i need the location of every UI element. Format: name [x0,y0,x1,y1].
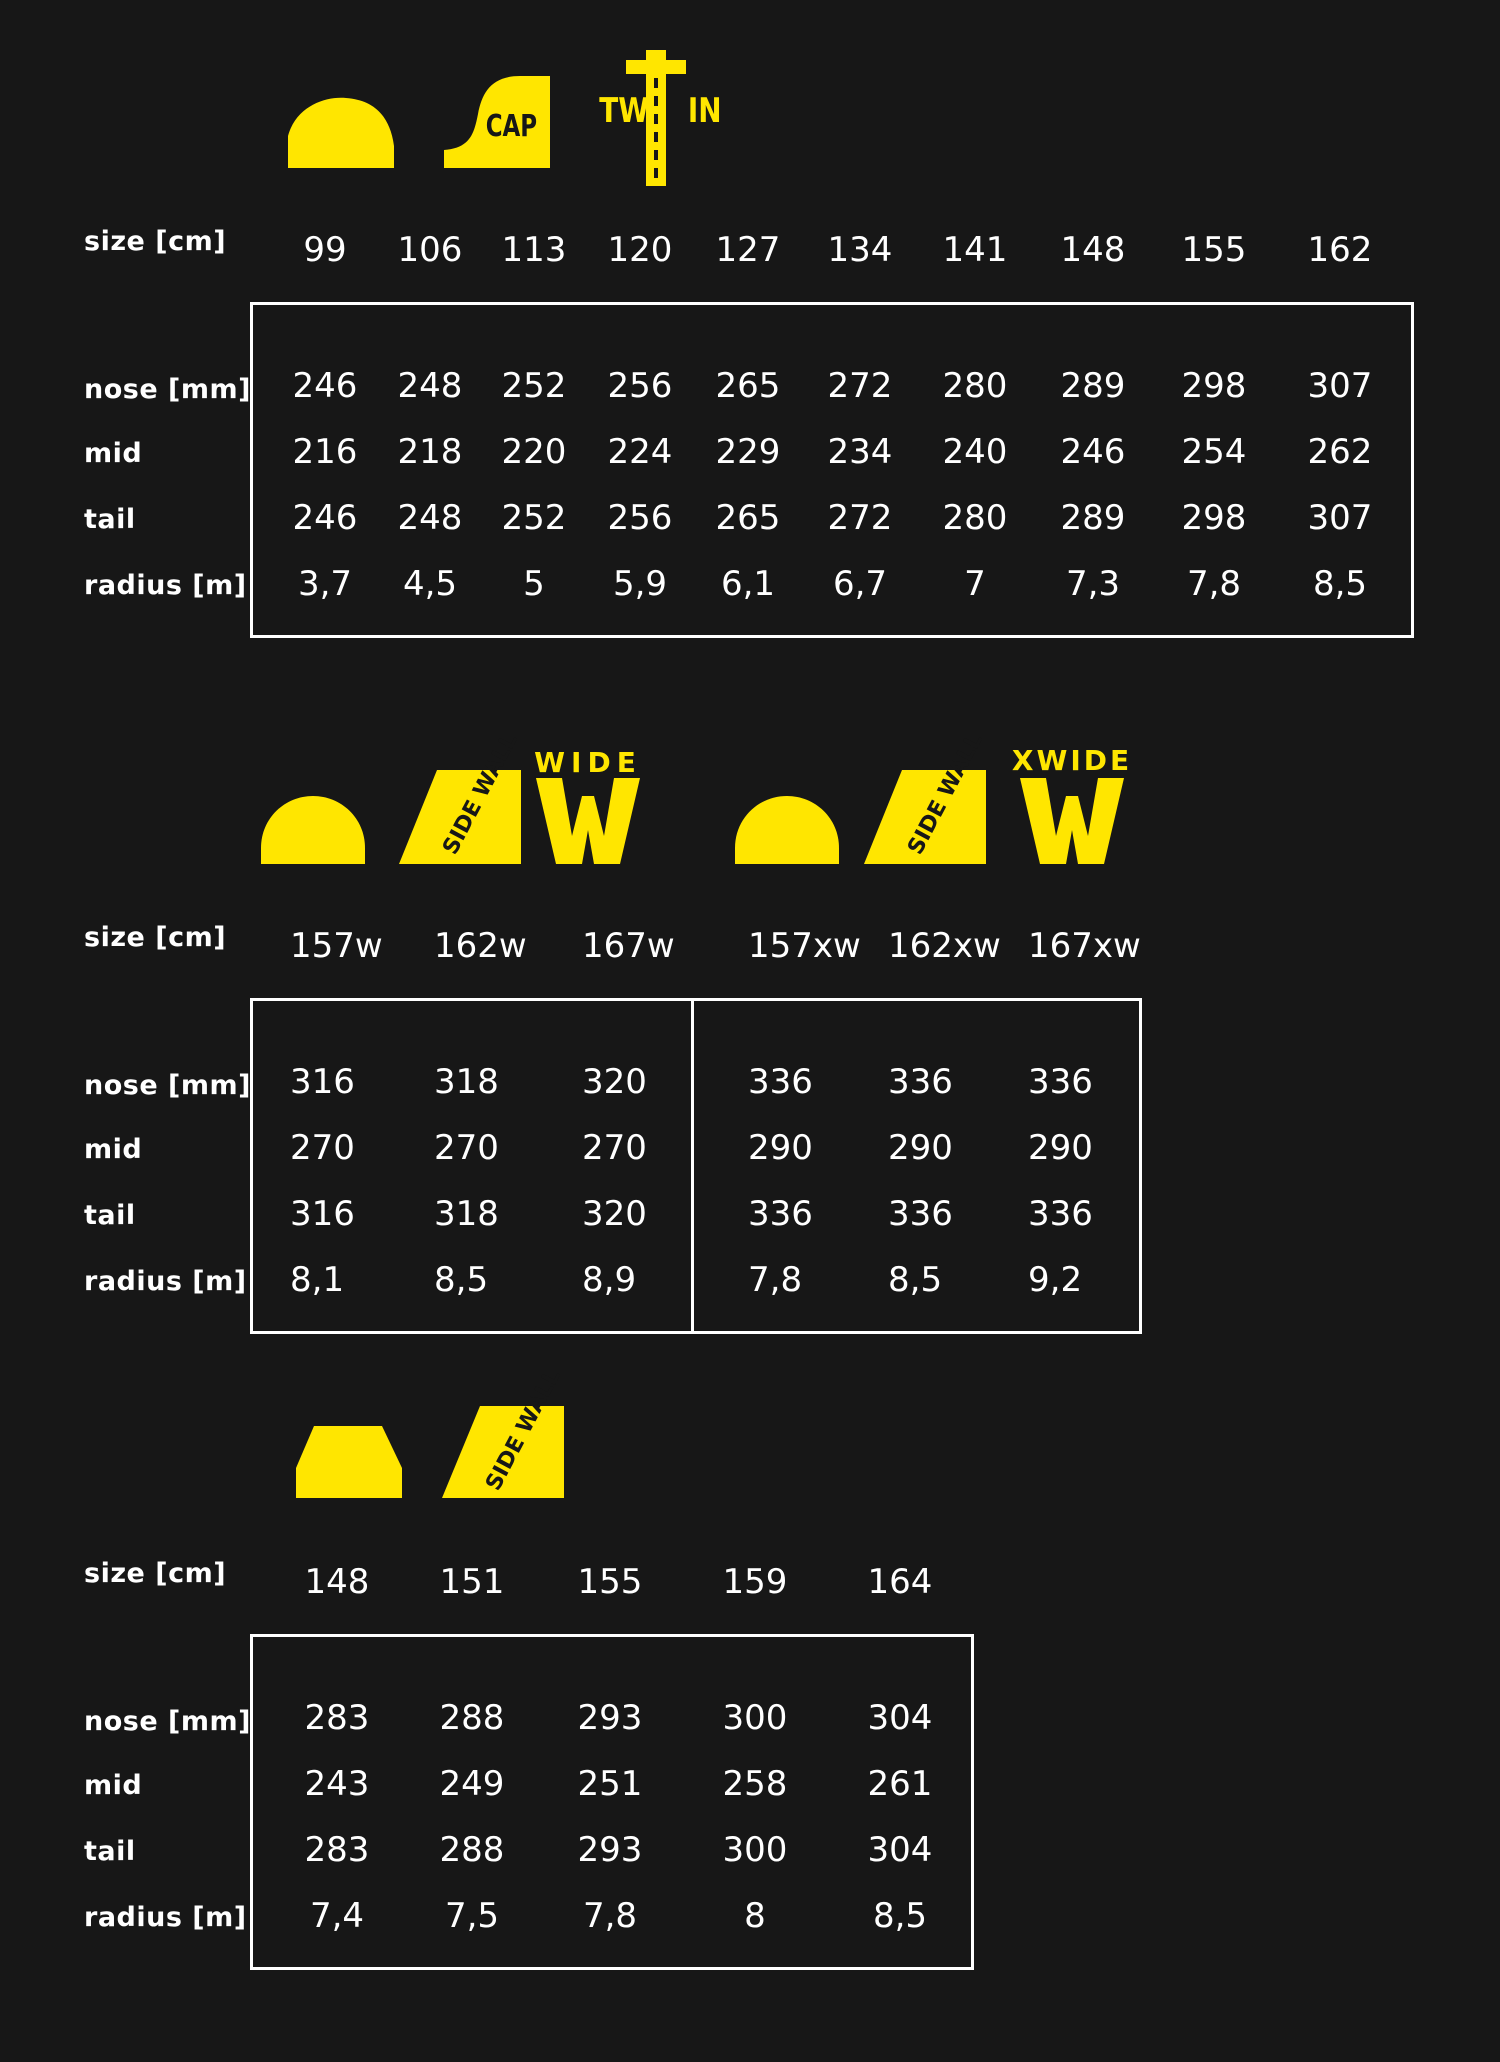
mid-label-3: mid [84,1770,143,1801]
table2-nose-cell: 336 [888,1062,953,1102]
nose-label-3: nose [mm] [84,1706,252,1737]
table1-radius-cell: 4,5 [402,564,458,604]
mid-label: mid [84,438,143,469]
table1-sizes-cell: 141 [942,230,1008,270]
table1-radius-cell: 8,5 [1312,564,1368,604]
table1-radius-cell: 5,9 [612,564,668,604]
mid-label-2: mid [84,1134,143,1165]
table1-mid-cell: 254 [1181,432,1247,472]
table2-mid-cell: 290 [748,1128,813,1168]
table2-radius-cell: 9,2 [1028,1260,1083,1300]
table3-nose-cell: 288 [439,1698,505,1738]
table1-mid-cell: 240 [942,432,1008,472]
table2-mid-cell: 290 [1028,1128,1093,1168]
table1-nose-cell: 298 [1181,366,1247,406]
table2-nose-cell: 316 [290,1062,355,1102]
tail-label-3: tail [84,1836,136,1867]
wide-label: WIDE [534,746,642,779]
table2-divider [691,998,694,1334]
table1-sizes-cell: 113 [501,230,567,270]
table1-tail-cell: 248 [397,498,463,538]
twin-shape-icon [596,48,722,188]
table2-tail-cell: 336 [1028,1194,1093,1234]
table1-radius-cell: 6,1 [720,564,776,604]
tail-label: tail [84,504,136,535]
cap-construction-icon [440,74,552,170]
table1-nose-cell: 248 [397,366,463,406]
size-label-3: size [cm] [84,1558,227,1589]
table2-nose-cell: 336 [748,1062,813,1102]
table2-mid-cell: 270 [434,1128,499,1168]
table1-radius-cell: 3,7 [297,564,353,604]
table1-sizes-cell: 148 [1060,230,1126,270]
table2-tail-cell: 316 [290,1194,355,1234]
twin-right-label: IN [687,91,722,131]
table3-sizes-cell: 159 [722,1562,788,1602]
table2-radius-cell: 8,1 [290,1260,345,1300]
sidewall-label: SIDE WALL [438,729,523,859]
table2-tail-cell: 336 [748,1194,813,1234]
xwide-label: XWIDE [1011,744,1133,777]
table2-mid-cell: 270 [582,1128,647,1168]
table1-nose-cell: 307 [1307,366,1373,406]
cap-profile-dome-icon [286,96,398,170]
table3-mid-cell: 249 [439,1764,505,1804]
table1-sizes-cell: 106 [397,230,463,270]
table3-nose-cell: 283 [304,1698,370,1738]
table1-mid-cell: 229 [715,432,781,472]
table3-mid-cell: 251 [577,1764,643,1804]
table1-nose-cell: 256 [607,366,673,406]
table2-sizes-cell: 162w [434,926,527,966]
table3-tail-cell: 300 [722,1830,788,1870]
table3-radius-cell: 7,8 [582,1896,638,1936]
table1-nose-cell: 265 [715,366,781,406]
table3-radius-cell: 8 [744,1896,766,1936]
sidewall-xw-label: SIDE WALL [903,729,988,859]
table1-radius-cell: 7,3 [1065,564,1121,604]
sidewall-icon [397,729,523,866]
table2-sizes-cell: 157xw [748,926,861,966]
table3-nose-cell: 304 [867,1698,933,1738]
table1-nose-cell: 246 [292,366,358,406]
table1-radius-cell: 5 [523,564,545,604]
size-label-2: size [cm] [84,922,227,953]
table2-sizes-cell: 162xw [888,926,1001,966]
table1-nose-cell: 289 [1060,366,1126,406]
table3-sizes-cell: 151 [439,1562,505,1602]
cap-icon-label: CAP [485,107,538,144]
table3-sizes-cell: 148 [304,1562,370,1602]
flat-top-profile-icon [294,1424,404,1500]
nose-label-2: nose [mm] [84,1070,252,1101]
table1-nose-cell: 272 [827,366,893,406]
tail-label-2: tail [84,1200,136,1231]
radius-label-3: radius [m] [84,1902,247,1933]
table1-radius-cell: 7 [964,564,986,604]
table1-tail-cell: 298 [1181,498,1247,538]
table1-tail-cell: 272 [827,498,893,538]
table1-tail-cell: 256 [607,498,673,538]
table2-nose-cell: 318 [434,1062,499,1102]
table1-sizes-cell: 120 [607,230,673,270]
table1-tail-cell: 246 [292,498,358,538]
table3-mid-cell: 243 [304,1764,370,1804]
sidewall-3-label: SIDE WALL [481,1365,566,1495]
radius-label-2: radius [m] [84,1266,247,1297]
twin-left-label: TW [599,91,650,131]
table1-radius-cell: 7,8 [1186,564,1242,604]
table2-nose-cell: 320 [582,1062,647,1102]
table1-sizes-cell: 155 [1181,230,1247,270]
table1-radius-cell: 6,7 [832,564,888,604]
table3-tail-cell: 304 [867,1830,933,1870]
table2-sizes-cell: 167xw [1028,926,1141,966]
table2-radius-cell: 8,5 [888,1260,943,1300]
table3-nose-cell: 300 [722,1698,788,1738]
table1-mid-cell: 262 [1307,432,1373,472]
table1-mid-cell: 246 [1060,432,1126,472]
table1-sizes-cell: 99 [303,230,347,270]
table3-tail-cell: 293 [577,1830,643,1870]
table1-nose-cell: 280 [942,366,1008,406]
table1-mid-cell: 224 [607,432,673,472]
table1-nose-cell: 252 [501,366,567,406]
dome-profile-xw-icon [733,794,843,866]
table2-radius-cell: 7,8 [748,1260,803,1300]
table2-sizes-cell: 167w [582,926,675,966]
table1-tail-cell: 289 [1060,498,1126,538]
table1-sizes-cell: 162 [1307,230,1373,270]
table1-mid-cell: 218 [397,432,463,472]
table3-sizes-cell: 155 [577,1562,643,1602]
table2-tail-cell: 318 [434,1194,499,1234]
table1-tail-cell: 265 [715,498,781,538]
table1-sizes-cell: 127 [715,230,781,270]
table2-sizes-cell: 157w [290,926,383,966]
table3-sizes-cell: 164 [867,1562,933,1602]
table3-radius-cell: 7,4 [309,1896,365,1936]
table2-mid-cell: 290 [888,1128,953,1168]
wide-w-icon [532,744,644,868]
table1-mid-cell: 234 [827,432,893,472]
table2-tail-cell: 320 [582,1194,647,1234]
sidewall-xw-icon [862,729,988,866]
xwide-w-icon [1011,742,1133,868]
table1-tail-cell: 252 [501,498,567,538]
size-label: size [cm] [84,226,227,257]
table1-mid-cell: 220 [501,432,567,472]
table3-nose-cell: 293 [577,1698,643,1738]
table3-mid-cell: 258 [722,1764,788,1804]
table2-tail-cell: 336 [888,1194,953,1234]
dome-profile-icon [259,794,369,866]
table2-frame [250,998,1142,1334]
table1-tail-cell: 280 [942,498,1008,538]
table1-tail-cell: 307 [1307,498,1373,538]
table2-mid-cell: 270 [290,1128,355,1168]
table1-mid-cell: 216 [292,432,358,472]
table1-sizes-cell: 134 [827,230,893,270]
table3-radius-cell: 8,5 [872,1896,928,1936]
table3-tail-cell: 283 [304,1830,370,1870]
table2-radius-cell: 8,5 [434,1260,489,1300]
table3-radius-cell: 7,5 [444,1896,500,1936]
table3-mid-cell: 261 [867,1764,933,1804]
table3-tail-cell: 288 [439,1830,505,1870]
sidewall-3-icon [440,1365,566,1500]
table2-nose-cell: 336 [1028,1062,1093,1102]
nose-label: nose [mm] [84,374,252,405]
table2-radius-cell: 8,9 [582,1260,637,1300]
radius-label: radius [m] [84,570,247,601]
